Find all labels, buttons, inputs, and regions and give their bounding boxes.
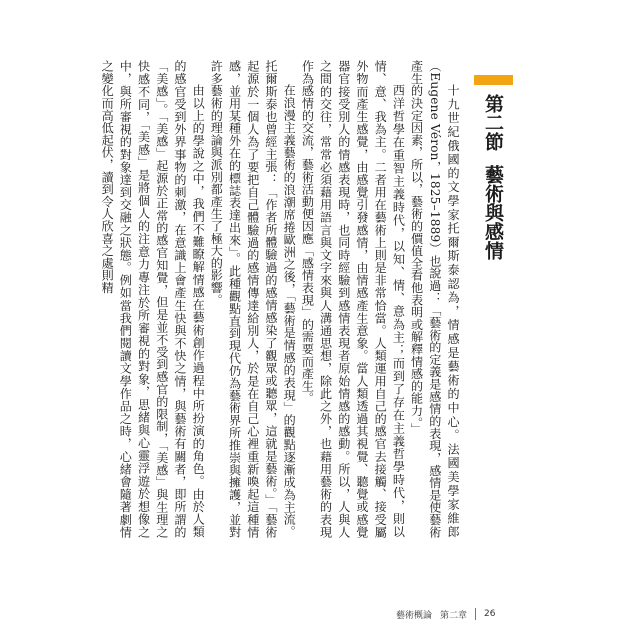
section-number: 第二節 bbox=[482, 94, 504, 151]
section-title: 藝術與感情 bbox=[482, 165, 504, 260]
paragraph: 由以上的學說之中，我們不難瞭解情感在藝術創作過程中所扮演的角色。由於人類的感官受到外界事物的刺激，在意識上會產生快與不快之情，與藝術有關者，即所謂的「美感」。「美感」起源於正常的感官知覺，但是並不受到感官的限制，「美感」與生理之快感不同，「美感」是將個人的注意力專注於所審視的對象，思緒與心靈浮遊於想像之中，與所審視的對象達到交融之狀態。例如當我們閱讀文學作品之時，心緒會隨著劇情之變化而高低起伏，讀到令人欣喜之處則精 bbox=[100, 60, 206, 538]
page-footer bbox=[396, 606, 495, 622]
paragraph: 十九世紀俄國的文學家托爾斯泰認為，情感是藝術的中心。法國美學家維郎（Eugene Véron，1825–1889）也說過：「藝術的定義是感情的表現，感情是使藝術產生的決定因素，所以，藝術的價值全看他表明或解釋情感的能力。」 bbox=[409, 60, 460, 538]
paragraph: 西洋哲學在重智主義時代，以知、情、意為主；而到了存在主義哲學時代，則以情、意、我為主。二者用在藝術上則是非常恰當。人類運用自己的感官去接觸、接受屬外物而產生感覺，由感覺引發感情，由情感產生意象。當人類透過其視覺、聽覺或感覺器官接受別人的情感表現時，也同時經驗到感情表現者原始情感的感動。所以，人與人之間的交往，常常必須藉用語言與文字來與人溝通思想，除此之外，也藉用藝術的表現作為感情的交流，藝術活動便因應「感情表現」的需要而產生。 bbox=[300, 60, 406, 538]
footer-chapter: 第二章 bbox=[440, 610, 468, 621]
chapter-accent-bar bbox=[474, 75, 513, 85]
body-text bbox=[100, 60, 462, 538]
footer-book-title: 藝術概論 bbox=[396, 610, 433, 621]
footer-divider bbox=[475, 608, 476, 620]
paragraph: 在浪漫主義藝術的浪潮席捲歐洲之後，「藝術是情感的表現」的觀點逐漸成為主流。托爾斯泰也曾經主張：「作者所體驗過的感情感染了觀眾或聽眾，這就是藝術。」「藝術起源於一個人為了要把自己體驗過的感情傳達給別人，於是在自己心裡重新喚起這種情感，並用某種外在的標誌表達出來」。此種觀點直到現代仍為藝術界所推崇與擁護，並對許多藝術的理論與派別都產生了極大的影響。 bbox=[209, 60, 297, 538]
page-number: 26 bbox=[484, 609, 496, 619]
section-heading bbox=[476, 94, 510, 274]
